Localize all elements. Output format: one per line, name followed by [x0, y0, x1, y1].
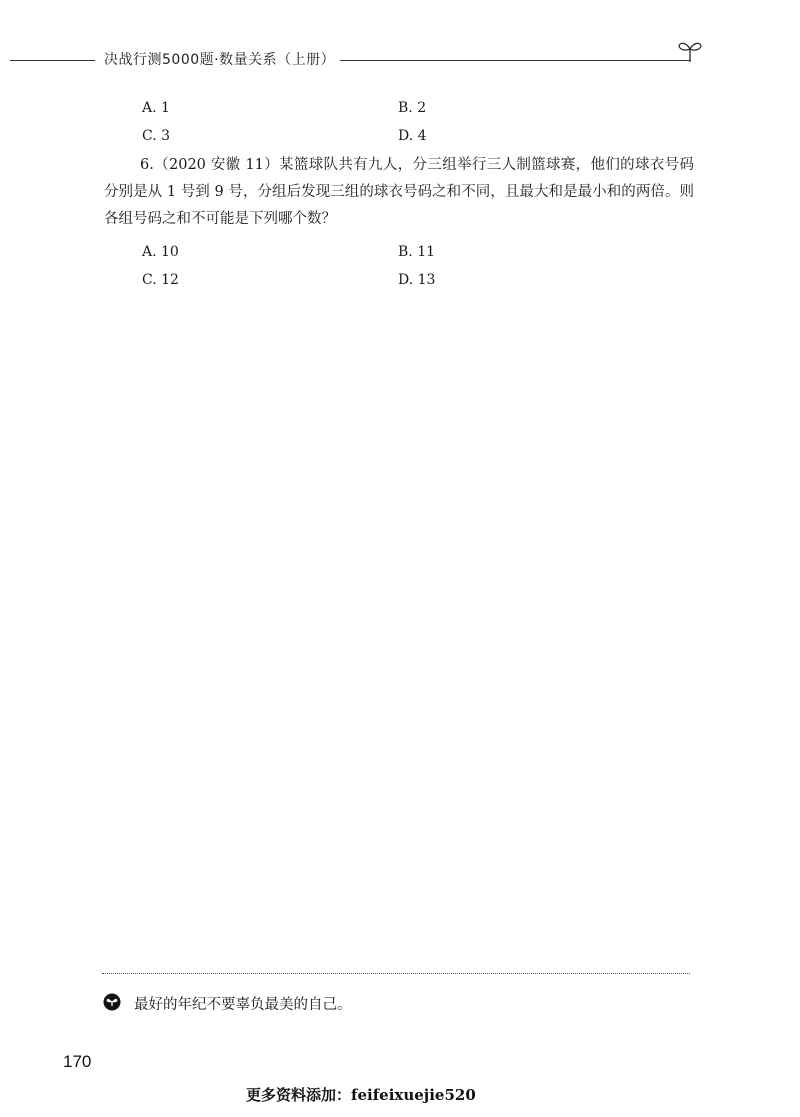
prev-option-d: D. 4 [398, 128, 427, 144]
q6-option-a: A. 10 [142, 244, 179, 260]
q6-option-b: B. 11 [398, 244, 436, 260]
q6-option-d: D. 13 [398, 272, 436, 288]
header-rule-right [340, 60, 690, 61]
sprout-icon [676, 38, 704, 64]
header-rule-left [10, 60, 95, 61]
prev-option-b: B. 2 [398, 100, 427, 116]
contact-note: 更多资料添加：feifeixuejie520 [246, 1086, 476, 1104]
running-header-title: 决战行测5000题·数量关系（上册） [104, 52, 336, 68]
leaf-icon [103, 993, 121, 1011]
prev-option-c: C. 3 [142, 128, 171, 144]
question-6-stem: 6.（2020 安徽 11）某篮球队共有九人，分三组举行三人制篮球赛，他们的球衣号码分别是从 1 号到 9 号，分组后发现三组的球衣号码之和不同，且最大和是最小和的两倍。则各组号码之和不可能是下列哪个数？ [104, 157, 694, 227]
footer-dotted-rule [102, 973, 690, 974]
prev-option-a: A. 1 [142, 100, 170, 116]
page-number: 170 [63, 1052, 92, 1071]
q6-option-c: C. 12 [142, 272, 179, 288]
footer-quote: 最好的年纪不要辜负最美的自己。 [134, 997, 352, 1013]
